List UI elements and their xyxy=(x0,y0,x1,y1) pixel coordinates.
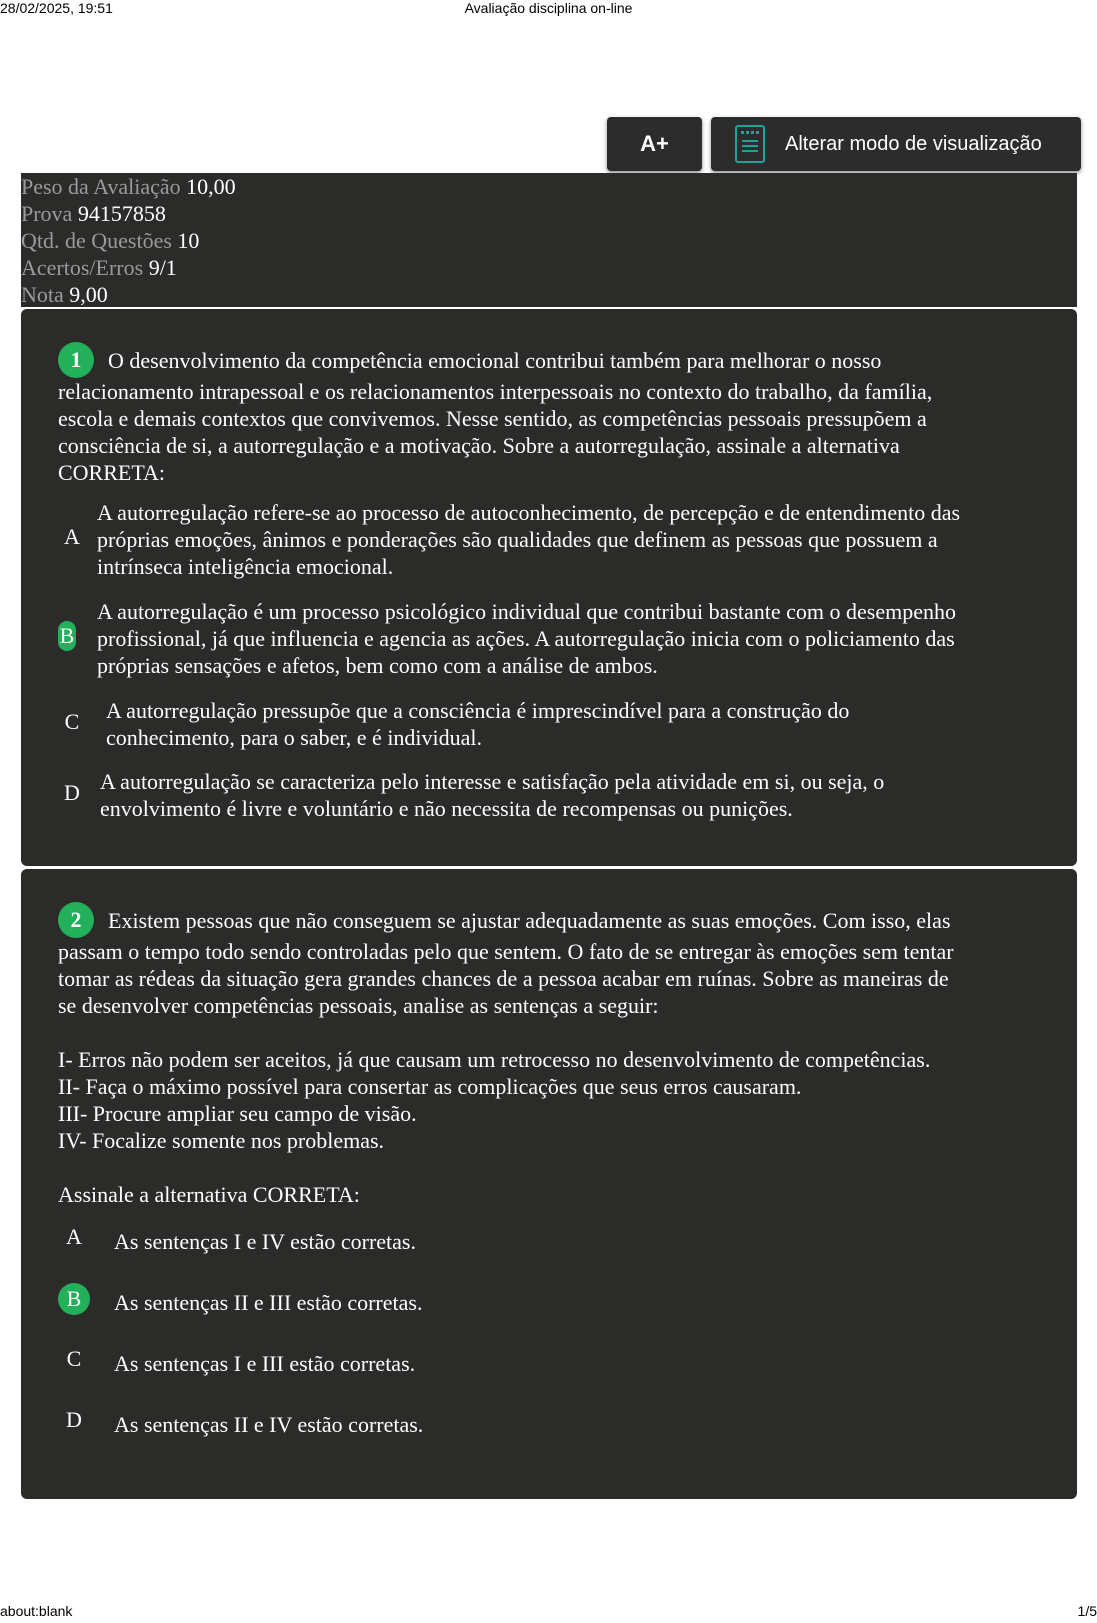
info-value: 9,00 xyxy=(69,282,108,307)
alternative-line: envolvimento é livre e voluntário e não necessita de recompensas ou punições. xyxy=(100,796,793,821)
print-datetime: 28/02/2025, 19:51 xyxy=(0,0,113,16)
statement-text: Existem pessoas que não conseguem se ajustar adequadamente as suas emoções. Com isso, elas xyxy=(108,908,951,933)
info-label: Nota xyxy=(21,282,64,307)
info-row-weight xyxy=(21,173,1077,200)
statement-line: consciência de si, a autorregulação e a motivação. Sobre a autorregulação, assinale a alternativa xyxy=(58,432,900,458)
alternative-c[interactable] xyxy=(58,1344,1058,1378)
question-statement xyxy=(58,347,1058,486)
alternative-letter: D xyxy=(66,1407,82,1432)
alternative-letter: C xyxy=(66,1346,82,1371)
alternative-line: A autorregulação é um processo psicológico individual que contribui bastante com o desempenho xyxy=(97,599,956,624)
statement-line: escola e demais contextos que convivemos. Nesse sentido, as competências pessoais pressupõem a xyxy=(58,405,927,431)
alternative-letter: A xyxy=(66,1224,82,1249)
info-row-hits-misses xyxy=(21,254,1077,281)
alternative-line: A autorregulação refere-se ao processo de autoconhecimento, de percepção e de entendimento das xyxy=(97,500,961,525)
info-label: Peso da Avaliação xyxy=(21,174,181,199)
increase-font-button[interactable]: A+ xyxy=(607,117,702,171)
info-row-question-count xyxy=(21,227,1077,254)
alternative-letter: A xyxy=(64,524,80,549)
statement-line: passam o tempo todo sendo controladas pelo que sentem. O fato de se entregar às emoções sem tentar xyxy=(58,938,954,964)
question-card-2 xyxy=(21,869,1077,1499)
statement-line: CORRETA: xyxy=(58,459,166,485)
sentence-line: IV- Focalize somente nos problemas. xyxy=(58,1127,385,1153)
info-row-grade xyxy=(21,281,1077,308)
change-view-mode-button[interactable] xyxy=(711,117,1081,171)
info-value: 94157858 xyxy=(77,201,166,226)
print-header xyxy=(0,0,1097,20)
info-label: Prova xyxy=(21,201,73,226)
sentence-line: I- Erros não podem ser aceitos, já que causam um retrocesso no desenvolvimento de competências. xyxy=(58,1046,931,1072)
info-label: Qtd. de Questões xyxy=(21,228,172,253)
question-card-1 xyxy=(21,309,1077,866)
alternative-letter: C xyxy=(64,709,80,734)
print-footer xyxy=(0,1603,1097,1623)
statement-line: relacionamento intrapessoal e os relacionamentos interpessoais no contexto do trabalho, da família, xyxy=(58,378,933,404)
document-view-icon xyxy=(735,125,765,163)
alternative-text xyxy=(97,598,956,679)
info-value: 9/1 xyxy=(148,255,177,280)
statement-line: tomar as rédeas da situação gera grandes chances de a pessoa acabar em ruínas. Sobre as maneiras de xyxy=(58,965,949,991)
alternative-text: As sentenças II e IV estão corretas. xyxy=(114,1412,424,1437)
statement-line xyxy=(58,907,1058,938)
question-statement xyxy=(58,907,1058,1208)
print-url: about:blank xyxy=(0,1603,73,1619)
print-page-number: 1/5 xyxy=(1077,1603,1097,1619)
alternative-text xyxy=(100,768,884,822)
info-label: Acertos/Erros xyxy=(21,255,144,280)
alternative-line: conhecimento, para o saber, e é individual. xyxy=(106,725,483,750)
alternative-letter: D xyxy=(64,780,80,805)
alternative-line: próprias emoções, ânimos e ponderações são qualidades que definem as pessoas que possuem a xyxy=(97,527,938,552)
sentence-line: III- Procure ampliar seu campo de visão. xyxy=(58,1100,417,1126)
exam-info-panel xyxy=(21,173,1077,307)
statement-text: O desenvolvimento da competência emocional contribui também para melhorar o nosso xyxy=(108,348,882,373)
question-number-badge: 2 xyxy=(58,902,94,938)
alternative-line: A autorregulação pressupõe que a consciência é imprescindível para a construção do xyxy=(106,698,850,723)
spacer xyxy=(58,1019,1058,1046)
instruction-line: Assinale a alternativa CORRETA: xyxy=(58,1181,360,1207)
spacer xyxy=(58,1154,1058,1181)
alternative-line: próprias sensações e afetos, bem como com a análise de ambos. xyxy=(97,653,658,678)
alternative-text xyxy=(106,697,849,751)
alternative-letter-selected: B xyxy=(58,621,76,651)
question-number-badge: 1 xyxy=(58,342,94,378)
alternative-text xyxy=(97,499,960,580)
alternative-a[interactable] xyxy=(58,1222,1058,1256)
info-value: 10 xyxy=(177,228,200,253)
alternative-b[interactable] xyxy=(58,1283,1058,1317)
alternative-line: A autorregulação se caracteriza pelo interesse e satisfação pela atividade em si, ou seja, o xyxy=(100,769,885,794)
statement-line xyxy=(58,347,1058,378)
info-row-exam xyxy=(21,200,1077,227)
alternative-text: As sentenças I e III estão corretas. xyxy=(114,1351,416,1376)
info-value: 10,00 xyxy=(186,174,236,199)
print-title: Avaliação disciplina on-line xyxy=(464,0,633,16)
alternative-letter-selected: B xyxy=(58,1283,90,1315)
alternative-text: As sentenças I e IV estão corretas. xyxy=(114,1229,416,1254)
change-view-mode-label: Alterar modo de visualização xyxy=(785,132,1042,155)
alternative-line: profissional, já que influencia e agencia as ações. A autorregulação inicia com o policiamento das xyxy=(97,626,955,651)
sentence-line: II- Faça o máximo possível para consertar as complicações que seus erros causaram. xyxy=(58,1073,802,1099)
alternative-d[interactable] xyxy=(58,1405,1058,1439)
alternative-line: intrínseca inteligência emocional. xyxy=(97,554,394,579)
alternative-text: As sentenças II e III estão corretas. xyxy=(114,1290,423,1315)
statement-line: se desenvolver competências pessoais, analise as sentenças a seguir: xyxy=(58,992,659,1018)
